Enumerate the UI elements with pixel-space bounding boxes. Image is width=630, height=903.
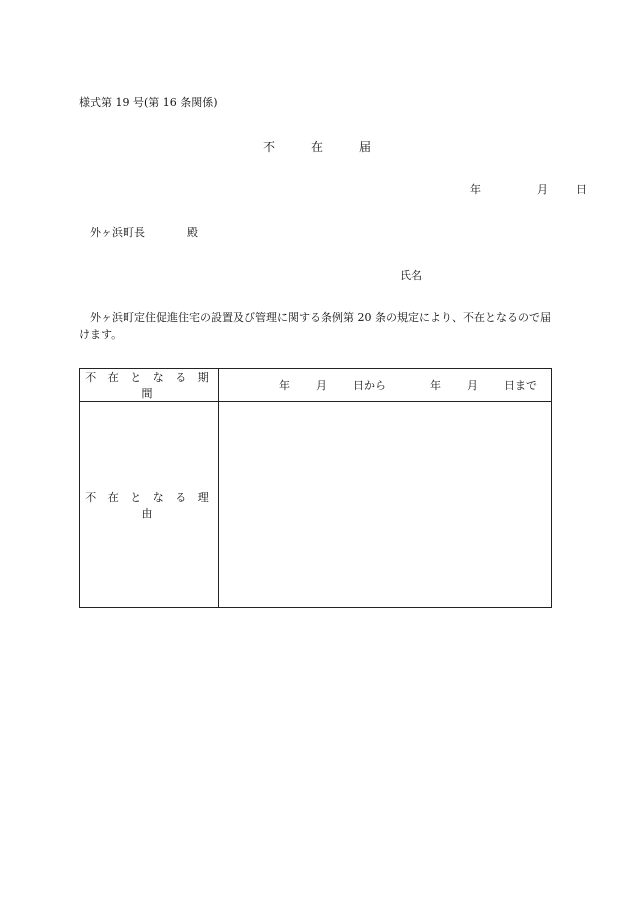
title-char-3: 届 xyxy=(359,140,372,154)
addressee-name: 外ヶ浜町長 xyxy=(90,226,145,239)
date-day-label: 日 xyxy=(576,183,587,196)
absence-form-table xyxy=(79,368,552,608)
date-year-label: 年 xyxy=(470,183,481,196)
reason-value-field[interactable] xyxy=(219,402,552,608)
period-label: 不 在 と な る 期 間 xyxy=(80,369,219,402)
reason-row xyxy=(80,402,552,608)
to-month-label: 月 xyxy=(467,379,478,392)
date-line xyxy=(470,181,587,197)
title-char-2: 在 xyxy=(311,140,324,154)
period-value-field[interactable] xyxy=(219,369,552,402)
body-text: 外ヶ浜町定住促進住宅の設置及び管理に関する条例第 20 条の規定により、不在となるので届けます。 xyxy=(79,311,551,341)
form-number: 様式第 19 号(第 16 条関係) xyxy=(79,96,218,109)
date-month-label: 月 xyxy=(537,183,548,196)
addressee-honorific: 殿 xyxy=(187,226,198,239)
period-row xyxy=(80,369,552,402)
from-month-label: 月 xyxy=(316,379,327,392)
from-year-label: 年 xyxy=(279,379,290,392)
to-day-label: 日まで xyxy=(504,379,537,392)
applicant-name-label: 氏名 xyxy=(400,269,422,282)
to-year-label: 年 xyxy=(430,379,441,392)
reason-label: 不 在 と な る 理 由 xyxy=(80,402,219,608)
page-title xyxy=(263,138,371,155)
addressee xyxy=(90,224,198,240)
title-char-1: 不 xyxy=(263,140,276,154)
from-day-label: 日から xyxy=(353,379,386,392)
